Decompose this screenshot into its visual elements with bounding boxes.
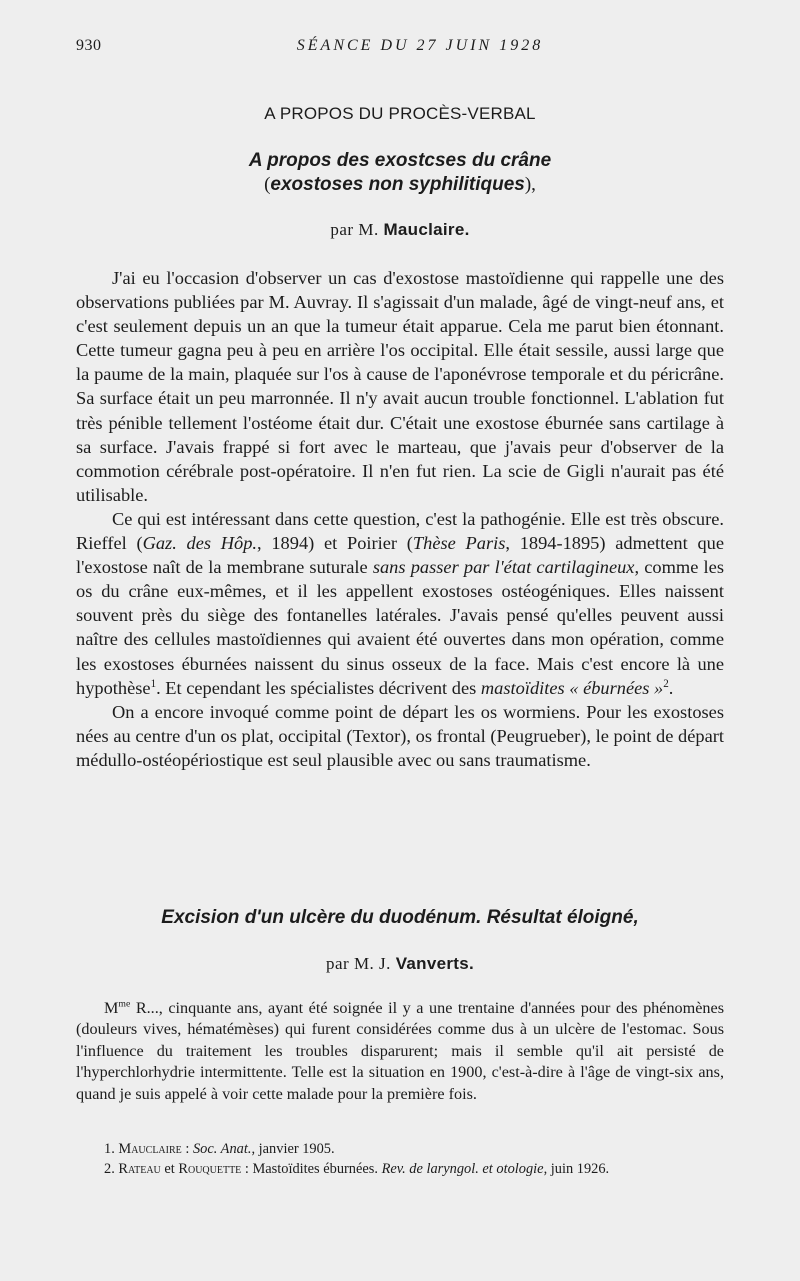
footnote-source: Rev. de laryngol. et otologie (381, 1161, 544, 1177)
paragraph: J'ai eu l'occasion d'observer un cas d'exostose mastoïdienne qui rappelle une des observations publiées par M. Auvray. Il s'agissait d'un malade, âgé de vingt-neuf ans, et c'est seulement depuis un an que la tumeur était apparue. Cela me parut bien étonnant. Cette tumeur gagna peu à peu en arrière l'os occipital. Elle était sessile, aussi large que la paume de la main, plaquée sur l'os à cause de l'aponévrose temporale et du péricrâne. Sa surface était un peu marronnée. Il n'y avait aucun trouble fonctionnel. L'ablation fut très pénible tellement l'ostéome était dur. C'était une exostose éburnée sans cartilage à sa surface. J'avais frappé si fort avec le marteau, que j'avais peur d'observer de la commotion cérébrale post-opératoire. Il n'en fut rien. La scie de Gigli n'aurait pas été utilisable. (76, 268, 724, 505)
running-head (76, 37, 724, 59)
footnotes (76, 1139, 736, 1179)
article-subtitle: exostoses non syphilitiques (270, 174, 525, 195)
paragraph: $M^{me}$ R..., cinquante ans, ayant été soignée il y a une trentaine d'années pour des phénomènes (douleurs vives, hématémèses) qui furent considérées comme dus à un ulcère de l'estomac. Sous l'influence du traitement les troubles disparurent; mais il semble qu'il ait persisté de l'hyperchlorhydrie intermittente. Telle est la situation en 1900, c'est-à-dire à l'âge de vingt-six ans, quand je suis appelé à voir cette malade pour la première fois. (76, 998, 724, 1103)
footnote-author: Rateau (118, 1161, 161, 1177)
byline-prefix: par M. J. (325, 954, 391, 973)
page-number: 930 (76, 37, 102, 54)
author-name: Mauclaire. (383, 220, 470, 239)
footnote-author: Rouquette (178, 1161, 242, 1177)
paragraph: Ce qui est intéressant dans cette question, c'est la pathogénie. Elle est très obscure. Rieffel (Gaz. des Hôp., 1894) et Poirier (Thèse Paris, 1894-1895) admettent que l'exostose naît de la membrane suturale sans passer par l'état cartilagineux, comme les os du crâne eux-mêmes, et il les appellent exostoses ostéogéniques. Elles naissent souvent près du siège des fontanelles latérales. J'avais pensé qu'elles peuvent aussi naître des cellules mastoïdiennes qui avaient été ouvertes dans mon opération, comme les exostoses éburnées naissent du sinus osseux de la face. Mais c'est encore là une hypothèse$^1$. Et cependant les spécialistes décrivent des mastoïdites « éburnées »$^2$. (76, 508, 725, 698)
byline-prefix: par M. (330, 220, 379, 239)
footnote-ref: 1 (150, 677, 157, 690)
footnote: 1. Mauclaire : Soc. Anat., janvier 1905. (104, 1141, 335, 1157)
article-title-line2: (exostoses non syphilitiques), (264, 174, 536, 195)
article-body (76, 266, 724, 772)
footnote-source: Soc. Anat. (192, 1141, 252, 1157)
citation: Gaz. des Hôp. (142, 533, 258, 554)
emphasis: sans passer par l'état cartilagineux (372, 557, 635, 578)
article-title-line1: A propos des exostcses du crâne (248, 150, 552, 171)
article-body (76, 998, 724, 1105)
author-name: Vanverts. (395, 954, 474, 973)
article-title: Excision d'un ulcère du duodénum. Résultat éloigné, (161, 907, 639, 928)
footnote-author: Mauclaire (118, 1141, 182, 1157)
paragraph: On a encore invoqué comme point de départ les os wormiens. Pour les exostoses nées au centre d'un os plat, occipital (Textor), os frontal (Peugrueber), le point de départ médullo-ostéopériostique est seul plausible avec ou sans traumatisme. (76, 701, 724, 770)
article-byline (76, 954, 724, 974)
section-heading: A PROPOS DU PROCÈS-VERBAL (264, 104, 536, 123)
citation: Thèse Paris (412, 533, 506, 554)
footnote: 2. Rateau et Rouquette : Mastoïdites éburnées. Rev. de laryngol. et otologie, juin 1926. (104, 1161, 610, 1177)
emphasis: mastoïdites « éburnées » (480, 677, 664, 698)
article-title (76, 149, 724, 197)
running-title: SÉANCE DU 27 JUIN 1928 (296, 37, 544, 54)
article-byline (76, 220, 724, 240)
footnote-ref: 2 (663, 677, 669, 690)
